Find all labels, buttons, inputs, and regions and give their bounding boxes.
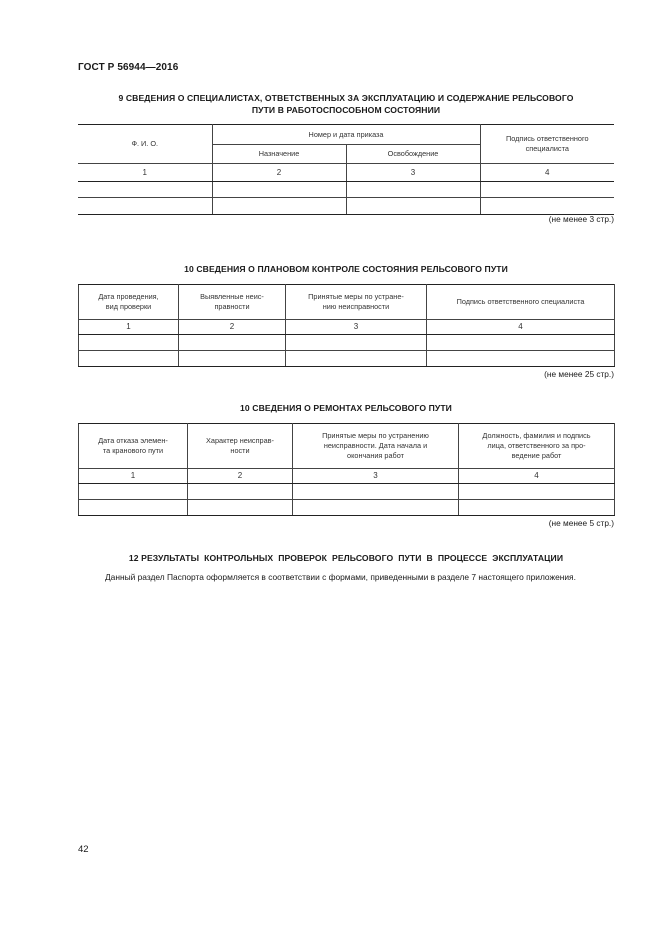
col-number: 4 bbox=[480, 164, 614, 182]
header-line: Должность, фамилия и подпись bbox=[482, 431, 591, 440]
col-number: 1 bbox=[78, 164, 212, 182]
header-line: Принятые меры по устранению bbox=[322, 431, 429, 440]
table-row bbox=[78, 198, 614, 215]
col-number: 2 bbox=[212, 164, 346, 182]
col-signature-header bbox=[480, 125, 614, 164]
header-line: нию неисправности bbox=[322, 302, 390, 311]
table-row bbox=[79, 335, 615, 351]
header-line: неисправности. Дата начала и bbox=[323, 441, 428, 450]
column-number-row bbox=[79, 469, 615, 484]
table-row bbox=[78, 182, 614, 198]
section-9-title-line1: 9 СВЕДЕНИЯ О СПЕЦИАЛИСТАХ, ОТВЕТСТВЕННЫХ ЗА ЭКСПЛУАТАЦИЮ И СОДЕРЖАНИЕ РЕЛЬСОВОГО bbox=[118, 93, 574, 103]
col-number: 2 bbox=[188, 469, 293, 484]
header-line: Характер неисправ- bbox=[206, 436, 274, 445]
section-12-title: 12 РЕЗУЛЬТАТЫ КОНТРОЛЬНЫХ ПРОВЕРОК РЕЛЬСОВОГО ПУТИ В ПРОЦЕССЕ ЭКСПЛУАТАЦИИ bbox=[128, 553, 564, 563]
col-number: 2 bbox=[179, 320, 286, 335]
repairs-table bbox=[78, 423, 615, 516]
col-signature-line2: специалиста bbox=[525, 144, 569, 153]
section-12-body: Данный раздел Паспорта оформляется в соответствии с формами, приведенными в разделе 7 настоящего приложения. bbox=[105, 572, 576, 582]
col-check-date-header bbox=[79, 285, 179, 320]
col-defect-type-header bbox=[188, 424, 293, 469]
column-number-row bbox=[79, 320, 615, 335]
section-10-repairs-title: 10 СВЕДЕНИЯ О РЕМОНТАХ РЕЛЬСОВОГО ПУТИ bbox=[240, 403, 452, 413]
col-order-header: Номер и дата приказа bbox=[212, 125, 480, 145]
header-line: та кранового пути bbox=[102, 446, 164, 455]
col-number: 4 bbox=[427, 320, 615, 335]
document-code: ГОСТ Р 56944—2016 bbox=[78, 62, 179, 73]
header-line: Принятые меры по устране- bbox=[308, 292, 404, 301]
column-number-row bbox=[78, 164, 614, 182]
col-number: 3 bbox=[286, 320, 427, 335]
specialists-table bbox=[78, 124, 614, 215]
header-line: лица, ответственного за про- bbox=[487, 441, 586, 450]
header-line: Выявленные неис- bbox=[200, 292, 264, 301]
header-line: ности bbox=[230, 446, 250, 455]
col-number: 3 bbox=[293, 469, 459, 484]
header-line: Дата отказа элемен- bbox=[98, 436, 168, 445]
col-signature-header: Подпись ответственного специалиста bbox=[427, 285, 615, 320]
section-10-repairs-note: (не менее 5 стр.) bbox=[548, 518, 614, 528]
planned-control-table bbox=[78, 284, 615, 367]
section-10-control-title: 10 СВЕДЕНИЯ О ПЛАНОВОМ КОНТРОЛЕ СОСТОЯНИЯ РЕЛЬСОВОГО ПУТИ bbox=[184, 264, 508, 274]
col-defects-header bbox=[179, 285, 286, 320]
col-signature-line1: Подпись ответственного bbox=[505, 134, 589, 143]
section-9-title bbox=[78, 92, 614, 116]
col-appointment-header: Назначение bbox=[212, 145, 346, 164]
col-measures-header bbox=[286, 285, 427, 320]
header-line: ведение работ bbox=[511, 451, 562, 460]
col-release-header: Освобождение bbox=[346, 145, 480, 164]
col-responsible-header bbox=[459, 424, 615, 469]
header-line: правности bbox=[214, 302, 250, 311]
table-row bbox=[79, 351, 615, 367]
section-9-title-line2: ПУТИ В РАБОТОСПОСОБНОМ СОСТОЯНИИ bbox=[251, 105, 441, 115]
table-row bbox=[79, 500, 615, 516]
header-line: Дата проведения, bbox=[98, 292, 159, 301]
header-line: окончания работ bbox=[347, 451, 404, 460]
col-fio-header: Ф. И. О. bbox=[78, 125, 212, 164]
section-9-note: (не менее 3 стр.) bbox=[548, 214, 614, 224]
col-number: 4 bbox=[459, 469, 615, 484]
col-measures-header bbox=[293, 424, 459, 469]
page-number: 42 bbox=[78, 844, 89, 855]
section-10-control-note: (не менее 25 стр.) bbox=[544, 369, 614, 379]
col-number: 3 bbox=[346, 164, 480, 182]
header-line: вид проверки bbox=[105, 302, 152, 311]
col-number: 1 bbox=[79, 320, 179, 335]
table-row bbox=[79, 484, 615, 500]
col-number: 1 bbox=[79, 469, 188, 484]
col-failure-date-header bbox=[79, 424, 188, 469]
